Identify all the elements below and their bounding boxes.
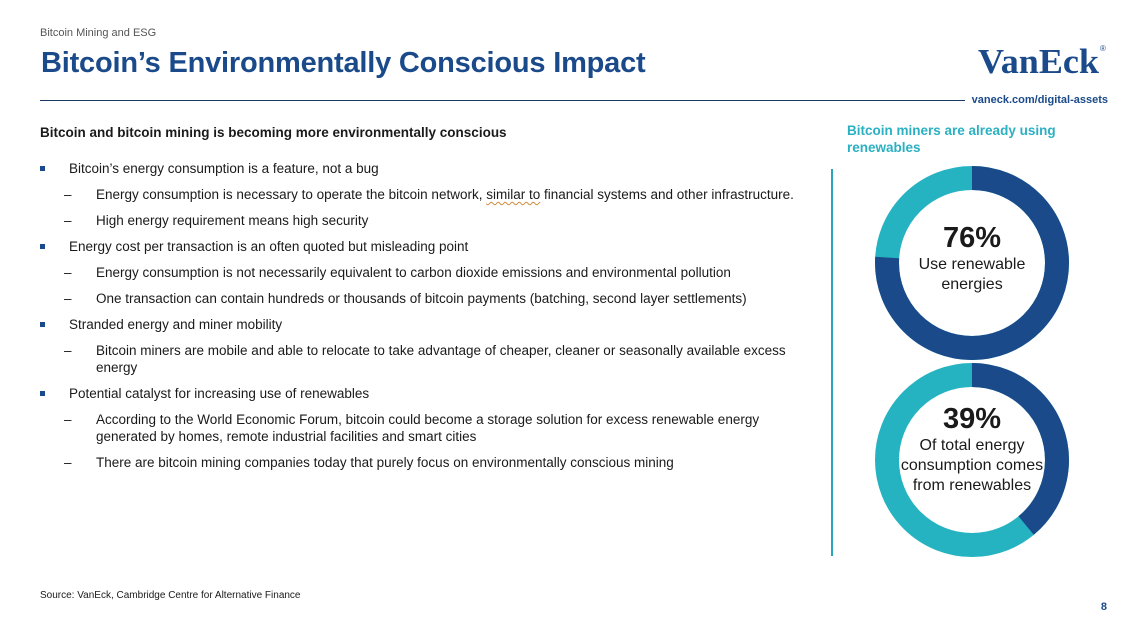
donut-center-label [897, 222, 1047, 295]
sub-bullet-item [40, 212, 800, 229]
page-title: Bitcoin’s Environmentally Conscious Impact [41, 47, 646, 79]
dash-bullet-icon: – [64, 265, 72, 280]
sub-bullet-item [40, 186, 800, 203]
donut-percent: 39% [942, 403, 1002, 435]
sub-bullet-item [40, 454, 800, 471]
sidebar-title: Bitcoin miners are already using renewables [847, 123, 1056, 155]
sub-bullet-text: There are bitcoin mining companies today that purely focus on environmentally conscious mining [96, 455, 674, 470]
sub-bullet-text: Bitcoin miners are mobile and able to relocate to take advantage of cheaper, cleaner or seasonally available excess energy [96, 343, 786, 375]
bullet-item [40, 238, 800, 255]
sub-bullet-text: High energy requirement means high security [96, 213, 369, 228]
square-bullet-icon [40, 166, 45, 171]
sub-bullet-text: Energy consumption is necessary to operate the bitcoin network, similar to financial systems and other infrastructure. [96, 187, 794, 202]
dash-bullet-icon: – [64, 412, 72, 427]
logo-wordmark: VanEck [978, 42, 1100, 80]
bullet-item [40, 160, 800, 177]
dash-bullet-icon: – [64, 291, 72, 306]
header-divider [40, 100, 965, 101]
page-number: 8 [1100, 601, 1107, 613]
sub-bullet-text: According to the World Economic Forum, bitcoin could become a storage solution for excess renewable energy generated by homes, remote industrial facilities and smart cities [96, 412, 760, 444]
square-bullet-icon [40, 322, 45, 327]
donut-center-label [897, 403, 1047, 496]
spellcheck-flagged-phrase: similar to [486, 187, 541, 202]
sub-bullet-item [40, 411, 800, 445]
source-note: Source: VanEck, Cambridge Centre for Alternative Finance [40, 590, 301, 601]
dash-bullet-icon: – [64, 187, 72, 202]
bullet-item [40, 385, 800, 402]
sub-bullet-text: Energy consumption is not necessarily equivalent to carbon dioxide emissions and environmental pollution [96, 265, 731, 280]
dash-bullet-icon: – [64, 343, 72, 358]
content-subheading: Bitcoin and bitcoin mining is becoming more environmentally conscious [40, 125, 507, 140]
dash-bullet-icon: – [64, 455, 72, 470]
website-url[interactable]: vaneck.com/digital-assets [971, 94, 1108, 106]
square-bullet-icon [40, 391, 45, 396]
dash-bullet-icon: – [64, 213, 72, 228]
donut-caption: Use renewable energies [918, 256, 1026, 293]
donut-caption: Of total energy consumption comes from renewables [900, 437, 1044, 494]
vaneck-logo [978, 40, 1110, 80]
registered-mark: ® [1100, 44, 1106, 53]
renewable-share-donut-chart [873, 361, 1071, 559]
sub-bullet-text: One transaction can contain hundreds or thousands of bitcoin payments (batching, second layer settlements) [96, 291, 747, 306]
donut-percent: 76% [942, 222, 1002, 254]
renewable-miners-donut-chart [873, 164, 1071, 362]
square-bullet-icon [40, 244, 45, 249]
section-kicker: Bitcoin Mining and ESG [40, 27, 157, 39]
bullet-text: Stranded energy and miner mobility [69, 317, 283, 332]
bullet-item [40, 316, 800, 333]
bullet-text: Bitcoin’s energy consumption is a feature, not a bug [69, 161, 379, 176]
sub-bullet-item [40, 290, 800, 307]
bullet-text: Potential catalyst for increasing use of renewables [69, 386, 370, 401]
sidebar-divider [831, 169, 833, 556]
bullet-text: Energy cost per transaction is an often quoted but misleading point [69, 239, 469, 254]
sub-bullet-item [40, 342, 800, 376]
sub-bullet-item [40, 264, 800, 281]
bullet-list [40, 160, 800, 480]
